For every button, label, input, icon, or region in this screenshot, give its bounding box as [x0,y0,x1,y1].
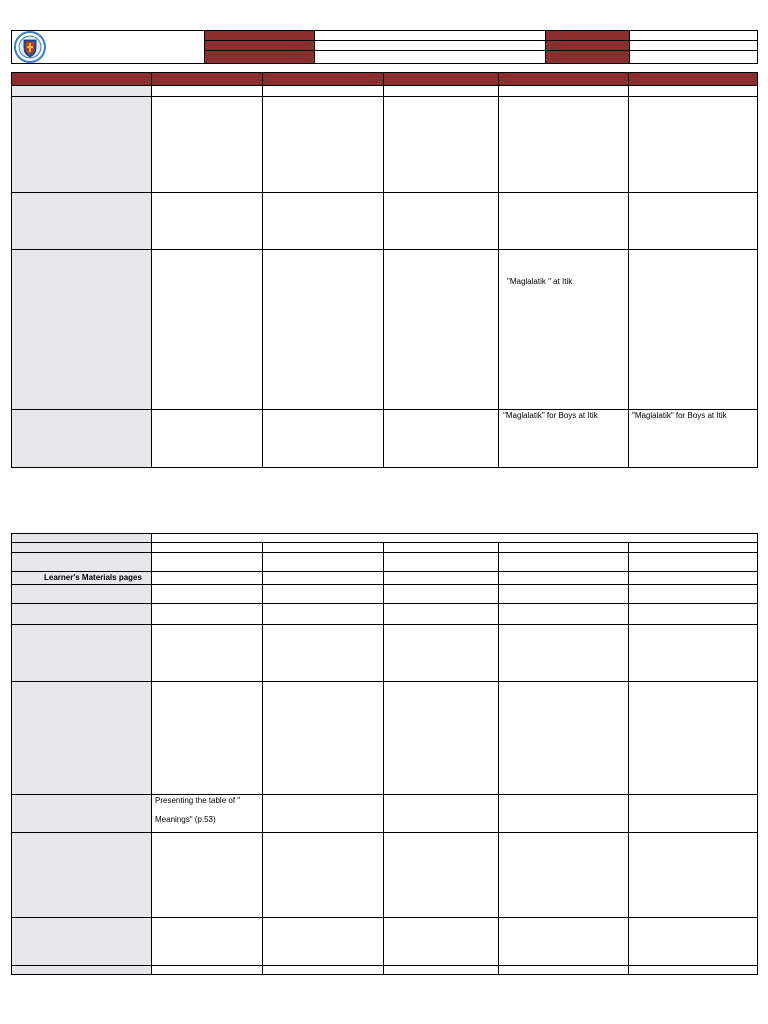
cell-last-thursday: "Maglalatik" for Boys at Itik [503,411,598,420]
header-label-cell [546,31,629,40]
upper-table-header-row [12,73,757,85]
school-seal-icon [13,31,47,63]
school-logo [13,31,47,63]
cell-presenting-line2: Meanings" (p.53) [155,815,216,824]
lower-table-label-column [12,534,151,974]
document-header [11,30,758,64]
cell-resources-thursday: "Maglalatik " at Itik [507,277,573,286]
header-label-cell [205,31,314,40]
header-label-cell [546,51,629,63]
cell-presenting-line1: Presenting the table of " [155,796,241,805]
row-label-learners-materials: Learner's Materials pages [44,573,142,582]
header-label-cell [205,41,314,50]
header-label-cell [205,51,314,63]
cell-last-friday: "Maglalatik" for Boys at Itik [632,411,727,420]
header-label-cell [546,41,629,50]
